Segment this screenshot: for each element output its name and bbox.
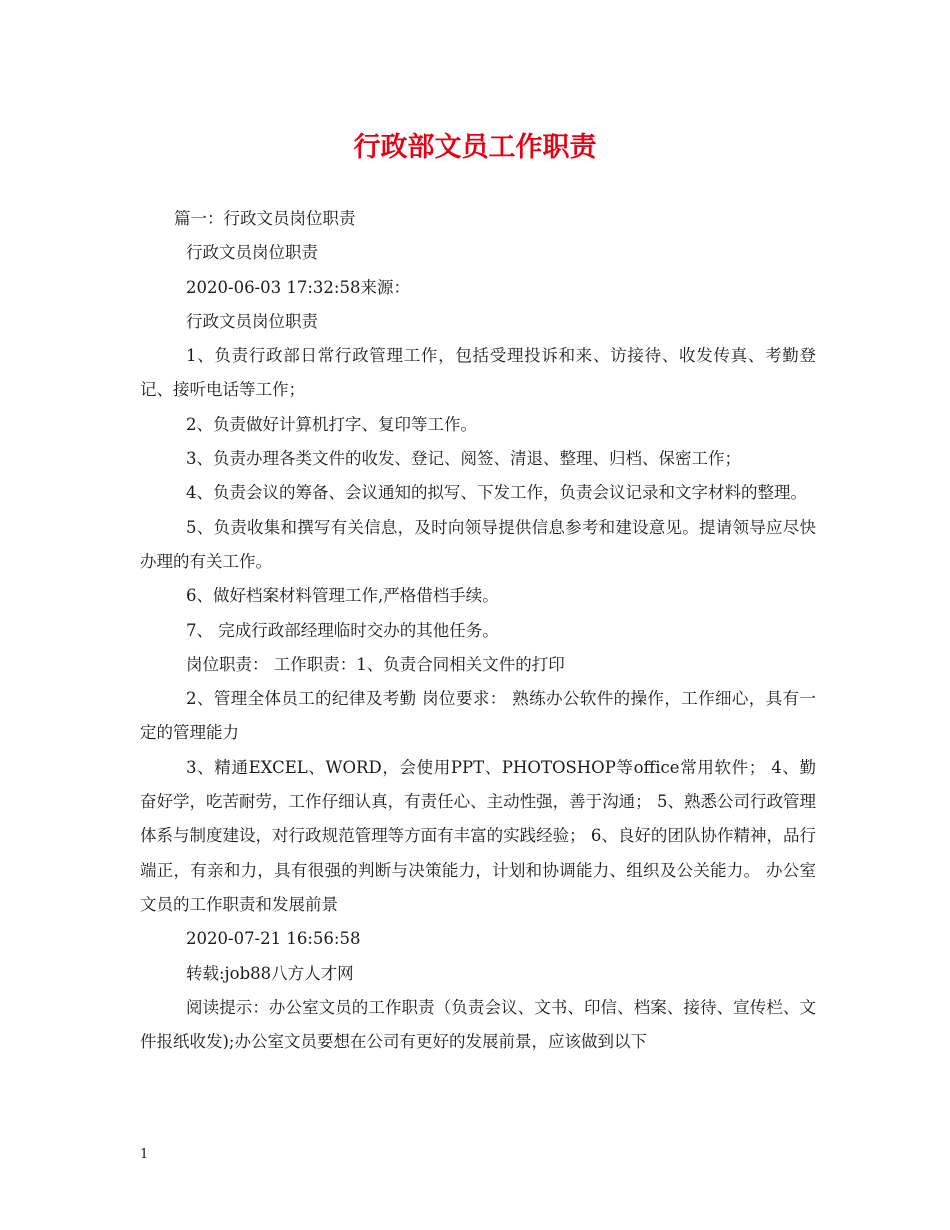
paragraph-duty-3: 3、负责办理各类文件的收发、登记、阅签、清退、整理、归档、保密工作； [186, 449, 741, 469]
paragraph-duty-6: 6、做好档案材料管理工作,严格借档手续。 [186, 586, 499, 606]
paragraph-requirements: 2、管理全体员工的纪律及考勤 岗位要求： 熟练办公软件的操作，工作细心，具有一定的管理能力 [140, 689, 816, 743]
paragraph-duty-1: 1、负责行政部日常行政管理工作，包括受理投诉和来、访接待、收发传真、考勤登记、接听电话等工作； [140, 346, 816, 400]
paragraph-subtitle: 行政文员岗位职责 [186, 243, 318, 263]
document-body [140, 202, 816, 1059]
paragraph-job-duties: 岗位职责： 工作职责：1、负责合同相关文件的打印 [186, 654, 565, 674]
page-number: 1 [140, 1147, 149, 1162]
paragraph-subtitle-repeat: 行政文员岗位职责 [186, 311, 318, 331]
paragraph-reading-tip: 阅读提示：办公室文员的工作职责（负责会议、文书、印信、档案、接待、宣传栏、文件报纸收发);办公室文员要想在公司有更好的发展前景，应该做到以下 [140, 997, 816, 1052]
paragraph-section-heading: 篇一：行政文员岗位职责 [174, 209, 356, 228]
paragraph-duty-2: 2、负责做好计算机打字、复印等工作。 [186, 414, 477, 434]
paragraph-duty-5: 5、负责收集和撰写有关信息，及时向领导提供信息参考和建设意见。提请领导应尽快办理的有关工作。 [140, 517, 816, 571]
paragraph-duty-7: 7、 完成行政部经理临时交办的其他任务。 [186, 620, 499, 640]
paragraph-timestamp-2: 2020-07-21 16:56:58 [186, 929, 361, 949]
paragraph-source: 转载:job88八方人才网 [186, 963, 354, 983]
document-title: 行政部文员工作职责 [353, 132, 597, 163]
paragraph-timestamp: 2020-06-03 17:32:58来源： [186, 277, 410, 297]
paragraph-duty-4: 4、负责会议的筹备、会议通知的拟写、下发工作，负责会议记录和文字材料的整理。 [186, 483, 807, 503]
paragraph-skills: 3、精通EXCEL、WORD，会使用PPT、PHOTOSHOP等office常用软件； 4、勤奋好学，吃苦耐劳，工作仔细认真，有责任心、主动性强，善于沟通； 5、熟悉公司行政管理体系与制度建设，对行政规范管理等方面有丰富的实践经验； 6、良好的团队协作精神，品行端正，有亲和力，具有很强的判断与决策能力，计划和协调能力、组织及公关能力。 办公室文员的工作职责和发展前景 [140, 757, 816, 914]
